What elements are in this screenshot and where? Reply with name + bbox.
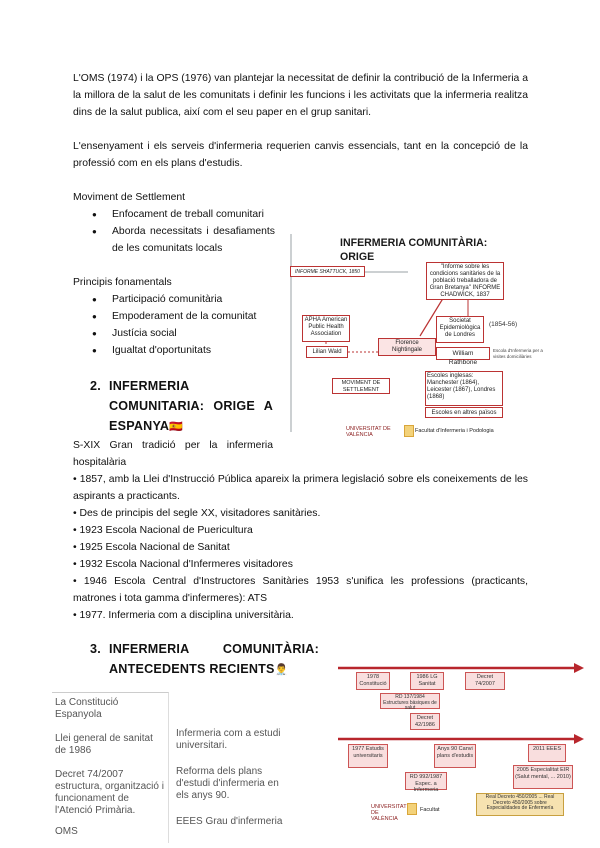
panel-item-estudi-universitari: Infermeria com a estudi universitari.: [176, 728, 281, 751]
list-item: ● Aborda necessitats i desafiaments de les comunitats locals: [90, 223, 275, 257]
section-2-title-line3: [109, 416, 183, 438]
health-worker-icon: 👨‍⚕️: [274, 664, 289, 676]
timeline-university-logo-icon: [407, 803, 417, 815]
section-3-title-line1: INFERMERIA COMUNITÀRIA:: [109, 642, 319, 656]
timeline-rd-137: RD 137/1984 Estructures bàsiques de salut: [380, 693, 440, 709]
timeline-especialitat: 2005 Especialitat EIR (Salut mental, ... 2010): [513, 765, 573, 789]
timeline-2011: 2011 EEES: [528, 744, 566, 762]
timeline-1978: 1978 Constitució: [356, 672, 390, 690]
timeline-university-logo-text: UNIVERSITAT DE VALÈNCIA: [371, 804, 407, 822]
list-item: ● Igualtat d'oportunitats: [90, 342, 290, 359]
list-item: ● Participació comunitària: [90, 291, 290, 308]
principles-list: [90, 291, 290, 359]
timeline-1977: 1977 Estudis universitaris: [348, 744, 388, 768]
panel-item-oms: OMS: [55, 826, 78, 837]
escoles-angleses-box: Escoles inglesas: Manchester (1864), Leicester (1867), Londres (1868): [425, 371, 503, 406]
panel-item-constitucio: La Constitució Espanyola: [55, 697, 119, 720]
timeline-anys-90: Anys 90 Canvi plans d'estudis: [434, 744, 476, 768]
university-logo-icon: [404, 425, 414, 437]
panel-item-eees: EEES Grau d'infermeria: [176, 816, 283, 827]
apha-box: APHA American Public Health Association: [302, 315, 350, 342]
moviment-settlement-box: MOVIMENT DE SETTLEMENT: [332, 378, 390, 394]
section-3-title-line2: [109, 659, 289, 681]
list-item: • 1932 Escola Nacional d'Infermeres visitadores: [73, 559, 293, 570]
faculty-logo-text: Facultat d'Infermeria i Podologia: [415, 428, 494, 434]
settlement-heading: Moviment de Settlement: [73, 192, 186, 203]
timeline-faculty-logo-text: Facultat: [420, 807, 440, 813]
section-2-title-line1: INFERMERIA: [109, 379, 190, 393]
panel-item-llei-sanitat: Llei general de sanitat de 1986: [55, 733, 153, 756]
section-2-title-line2: COMUNITARIA: ORIGE A: [109, 399, 273, 413]
section-3-number: 3.: [90, 642, 101, 656]
list-item: • 1923 Escola Nacional de Puericultura: [73, 525, 253, 536]
university-logo-text: UNIVERSITAT DE VALÈNCIA: [346, 426, 391, 438]
section-3-title-text: ANTECEDENTS RECIENTS: [109, 662, 275, 676]
settlement-list: [90, 206, 275, 257]
intro-paragraph-2: L'ensenyament i els serveis d'infermeria requerien canvis essencials, tant en la concepció de la professió com en els plans d'estudis.: [73, 141, 528, 169]
years-label: (1854-56): [489, 321, 518, 328]
section-2-title-text: ESPANYA: [109, 419, 170, 433]
florence-nightingale-box: Florence Nightingale: [378, 338, 436, 356]
timeline-decret-42: Decret 42/1986: [410, 713, 440, 730]
list-item: • 1925 Escola Nacional de Sanitat: [73, 542, 230, 553]
principles-heading: Principis fonamentals: [73, 277, 172, 288]
list-item: • 1857, amb la Llei d'Instrucció Pública apareix la primera legislació sobre els coneixements de les aspirants a practicants.: [73, 474, 528, 502]
timeline-real-decreto: Real Decreto 450/2005 ... Real Decreto 450/2005 sobre Especialidades de Enfermería: [476, 793, 564, 816]
escola-note: Escola d'Infermeria per a visites domiciliàries: [493, 348, 543, 359]
list-item: ● Enfocament de treball comunitari: [90, 206, 275, 223]
societat-box: Societat Epidemiològica de Londres: [436, 316, 484, 343]
list-item: • 1977. Infermeria com a disciplina universitària.: [73, 610, 294, 621]
diagram-title-line1: INFERMERIA COMUNITÀRIA:: [340, 237, 488, 249]
escoles-altres-box: Escoles en altres països: [425, 407, 503, 418]
lilian-wald-box: Lilian Wald: [306, 346, 348, 358]
spain-flag-icon: 🇪🇸: [169, 421, 184, 433]
list-item: • Des de principis del segle XX, visitadores sanitàries.: [73, 508, 321, 519]
panel-item-reforma: Reforma dels plans d'estudi d'infermeria en els anys 90.: [176, 766, 279, 801]
intro-paragraph-1: L'OMS (1974) i la OPS (1976) van plantejar la necessitat de definir la contribució de la Infermeria a la millora de la salut de les comunitats i definir les funcions i les activitats que la infermeria realitza dins de la salut publica, així com el seu paper en el grup sanitari.: [73, 73, 528, 118]
shattuck-box: INFORME SHATTUCK, 1850: [290, 266, 365, 277]
timeline-1986: 1986 LG Sanitat: [410, 672, 444, 690]
william-rathbone-box: William Rathbone: [436, 347, 490, 360]
list-item: ● Empoderament de la comunitat: [90, 308, 290, 325]
section-2-bullets: [73, 471, 528, 624]
section-2-lead: S-XIX Gran tradició per la infermeria hospitalària: [73, 440, 273, 468]
section-2-number: 2.: [90, 379, 101, 393]
panel-item-decret: Decret 74/2007 estructura, organització i funcionament de l'Atenció Primària.: [55, 769, 164, 816]
diagram-title-line2: ORIGE: [340, 251, 375, 263]
chadwick-box: "Informe sobre les condicions sanitàries de la població treballadora de Gran Bretanya" INFORME CHADWICK, 1837: [426, 262, 504, 300]
timeline-decret-74: Decret 74/2007: [465, 672, 505, 690]
list-item: ● Justícia social: [90, 325, 290, 342]
list-item: • 1946 Escola Central d'Instructores Sanitàries 1953 s'unifica les professions (practicants, matrones i tota gamma d'infermeres): ATS: [73, 576, 528, 604]
timeline-rd-992: RD 992/1987 Espec. a Infermeria: [405, 772, 447, 790]
